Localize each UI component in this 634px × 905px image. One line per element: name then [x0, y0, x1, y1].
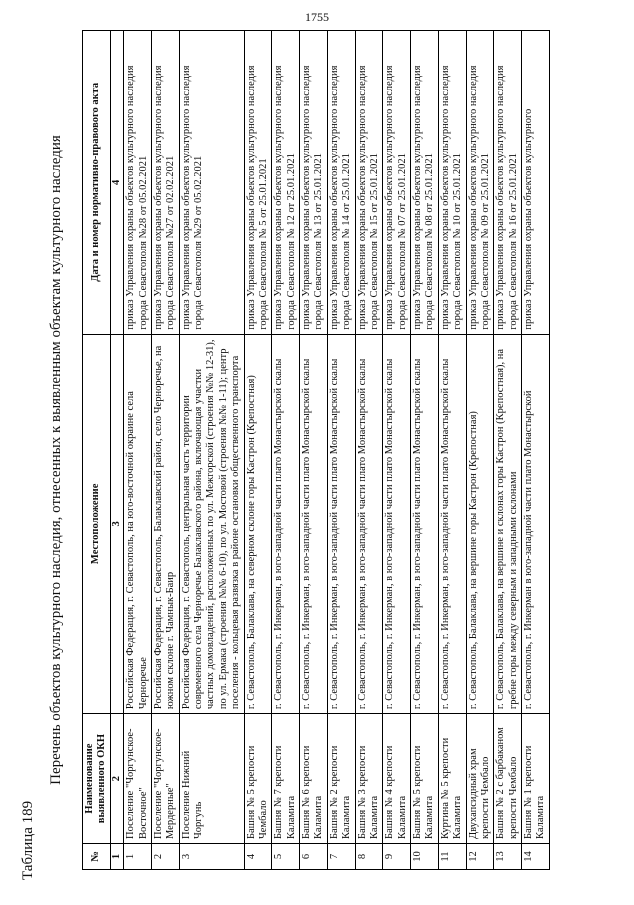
- cell-no: 2: [151, 844, 179, 870]
- cell-act: приказ Управления охраны объектов культурного наследия города Севастополя № 07 от 25.01.2021: [383, 31, 411, 335]
- table-header-row: [83, 31, 111, 870]
- cell-no: 10: [411, 844, 439, 870]
- okn-table: [82, 30, 550, 870]
- column-number: 2: [110, 714, 123, 844]
- column-number: 1: [110, 844, 123, 870]
- cell-act: приказ Управления охраны объектов культурного наследия города Севастополя № 15 от 25.01.2021: [355, 31, 383, 335]
- cell-name: Куртина № 5 крепости Каламита: [438, 714, 466, 844]
- cell-location: г. Севастополь, г. Инкерман, в юго-западной части плато Монастырской скалы: [355, 334, 383, 714]
- header-location: Местоположение: [83, 334, 111, 714]
- cell-name: Двухапсидный храм крепости Чембало: [466, 714, 494, 844]
- cell-no: 3: [179, 844, 244, 870]
- cell-no: 6: [300, 844, 328, 870]
- cell-no: 8: [355, 844, 383, 870]
- table-row: [438, 31, 466, 870]
- cell-act: приказ Управления охраны объектов культурного наследия города Севастополя № 14 от 25.01.2021: [327, 31, 355, 335]
- cell-name: Поселение "Чоргунское-Мердерные": [151, 714, 179, 844]
- cell-no: 5: [272, 844, 300, 870]
- table-row: [494, 31, 522, 870]
- cell-act: приказ Управления охраны объектов культурного наследия города Севастополя № 5 от 25.01.2021: [244, 31, 272, 335]
- cell-act: приказ Управления охраны объектов культурного наследия города Севастополя №28 от 05.02.2021: [124, 31, 152, 335]
- cell-name: Башня № 6 крепости Каламита: [300, 714, 328, 844]
- cell-location: г. Севастополь, г. Инкерман в юго-западной части плато Монастырской: [522, 334, 550, 714]
- cell-name: Башня № 2 крепости Каламита: [327, 714, 355, 844]
- cell-act: приказ Управления охраны объектов культурного наследия города Севастополя № 12 от 25.01.2021: [272, 31, 300, 335]
- cell-act: приказ Управления охраны объектов культурного наследия города Севастополя № 08 от 25.01.2021: [411, 31, 439, 335]
- cell-name: Поселение Нижний Чоргунь: [179, 714, 244, 844]
- cell-name: Башня № 7 крепости Каламита: [272, 714, 300, 844]
- cell-location: г. Севастополь, Балаклава, на вершине и склонах горы Кастрон (Крепостная), на гребне горы между северным и западными склонами: [494, 334, 522, 714]
- cell-location: г. Севастополь, Балаклава, на вершине горы Кастрон (Крепостная): [466, 334, 494, 714]
- cell-no: 14: [522, 844, 550, 870]
- table-label: Таблица 189: [20, 800, 36, 880]
- table-row: [411, 31, 439, 870]
- column-number: 4: [110, 31, 123, 335]
- cell-act: приказ Управления охраны объектов культурного наследия города Севастополя № 13 от 25.01.2021: [300, 31, 328, 335]
- table-row: [383, 31, 411, 870]
- header-no: №: [83, 844, 111, 870]
- column-number: 3: [110, 334, 123, 714]
- cell-location: г. Севастополь, г. Инкерман, в юго-западной части плато Монастырской скалы: [438, 334, 466, 714]
- cell-location: г. Севастополь, г. Инкерман, в юго-западной части плато Монастырской скалы: [272, 334, 300, 714]
- table-row: [355, 31, 383, 870]
- cell-location: г. Севастополь, г. Инкерман, в юго-западной части плато Монастырской скалы: [411, 334, 439, 714]
- table-row: [151, 31, 179, 870]
- cell-location: г. Севастополь, г. Инкерман, в юго-западной части плато Монастырской скалы: [383, 334, 411, 714]
- cell-location: Российская Федерация, г. Севастополь, на юго-восточной окраине села Черноречье: [124, 334, 152, 714]
- cell-name: Башня № 5 крепости Чембало: [244, 714, 272, 844]
- column-number-row: [110, 31, 123, 870]
- cell-act: приказ Управления охраны объектов культурного наследия города Севастополя № 09 от 25.01.2021: [466, 31, 494, 335]
- table-row: [124, 31, 152, 870]
- cell-no: 7: [327, 844, 355, 870]
- cell-location: г. Севастополь, г. Инкерман, в юго-западной части плато Монастырской скалы: [327, 334, 355, 714]
- table-row: [300, 31, 328, 870]
- cell-location: г. Севастополь, Балаклава, на северном склоне горы Кастрон (Крепостная): [244, 334, 272, 714]
- cell-no: 4: [244, 844, 272, 870]
- table-row: [522, 31, 550, 870]
- cell-name: Поселение "Чоргунское-Восточное": [124, 714, 152, 844]
- header-name: Наименование выявленного ОКН: [83, 714, 111, 844]
- cell-act: приказ Управления охраны объектов культурного наследия города Севастополя №27 от 02.02.2021: [151, 31, 179, 335]
- table-row: [327, 31, 355, 870]
- cell-no: 1: [124, 844, 152, 870]
- table-row: [272, 31, 300, 870]
- header-act: Дата и номер нормативно-правового акта: [83, 31, 111, 335]
- table-row: [244, 31, 272, 870]
- cell-name: Башня № 2 с барбаканом крепости Чембало: [494, 714, 522, 844]
- cell-act: приказ Управления охраны объектов культурного наследия города Севастополя №29 от 05.02.2021: [179, 31, 244, 335]
- cell-no: 13: [494, 844, 522, 870]
- table-title: Перечень объектов культурного наследия, отнесенных к выявленным объектам культурного наследия: [48, 135, 64, 785]
- cell-name: Башня № 4 крепости Каламита: [383, 714, 411, 844]
- cell-act: приказ Управления охраны объектов культурного: [522, 31, 550, 335]
- cell-no: 11: [438, 844, 466, 870]
- cell-no: 9: [383, 844, 411, 870]
- cell-name: Башня № 1 крепости Каламита: [522, 714, 550, 844]
- table-body: [124, 31, 550, 870]
- table-row: [466, 31, 494, 870]
- cell-name: Башня № 3 крепости Каламита: [355, 714, 383, 844]
- cell-location: Российская Федерация, г. Севастополь, центральная часть территории современного села Черноречье Балаклавского района, включающая участки частных домовладений, расположенных по ул. Межгорской (строения №№ 12-31), по ул. Ермака (строения №№ 6-10), по ул. Мостовой (строения №№ 1-11); центр поселения - кольцевая развязка в районе остановки общественного транспорта: [179, 334, 244, 714]
- cell-act: приказ Управления охраны объектов культурного наследия города Севастополя № 16 от 25.01.2021: [494, 31, 522, 335]
- cell-location: г. Севастополь, г. Инкерман, в юго-западной части плато Монастырской скалы: [300, 334, 328, 714]
- cell-location: Российская Федерация, г. Севастополь, Балаклавский район, село Черноречье, на южном склоне г. Чамнык-Баир: [151, 334, 179, 714]
- cell-name: Башня № 5 крепости Каламита: [411, 714, 439, 844]
- page-number: 1755: [305, 10, 329, 24]
- cell-act: приказ Управления охраны объектов культурного наследия города Севастополя № 10 от 25.01.2021: [438, 31, 466, 335]
- table-row: [179, 31, 244, 870]
- rotated-content: [20, 20, 620, 880]
- cell-no: 12: [466, 844, 494, 870]
